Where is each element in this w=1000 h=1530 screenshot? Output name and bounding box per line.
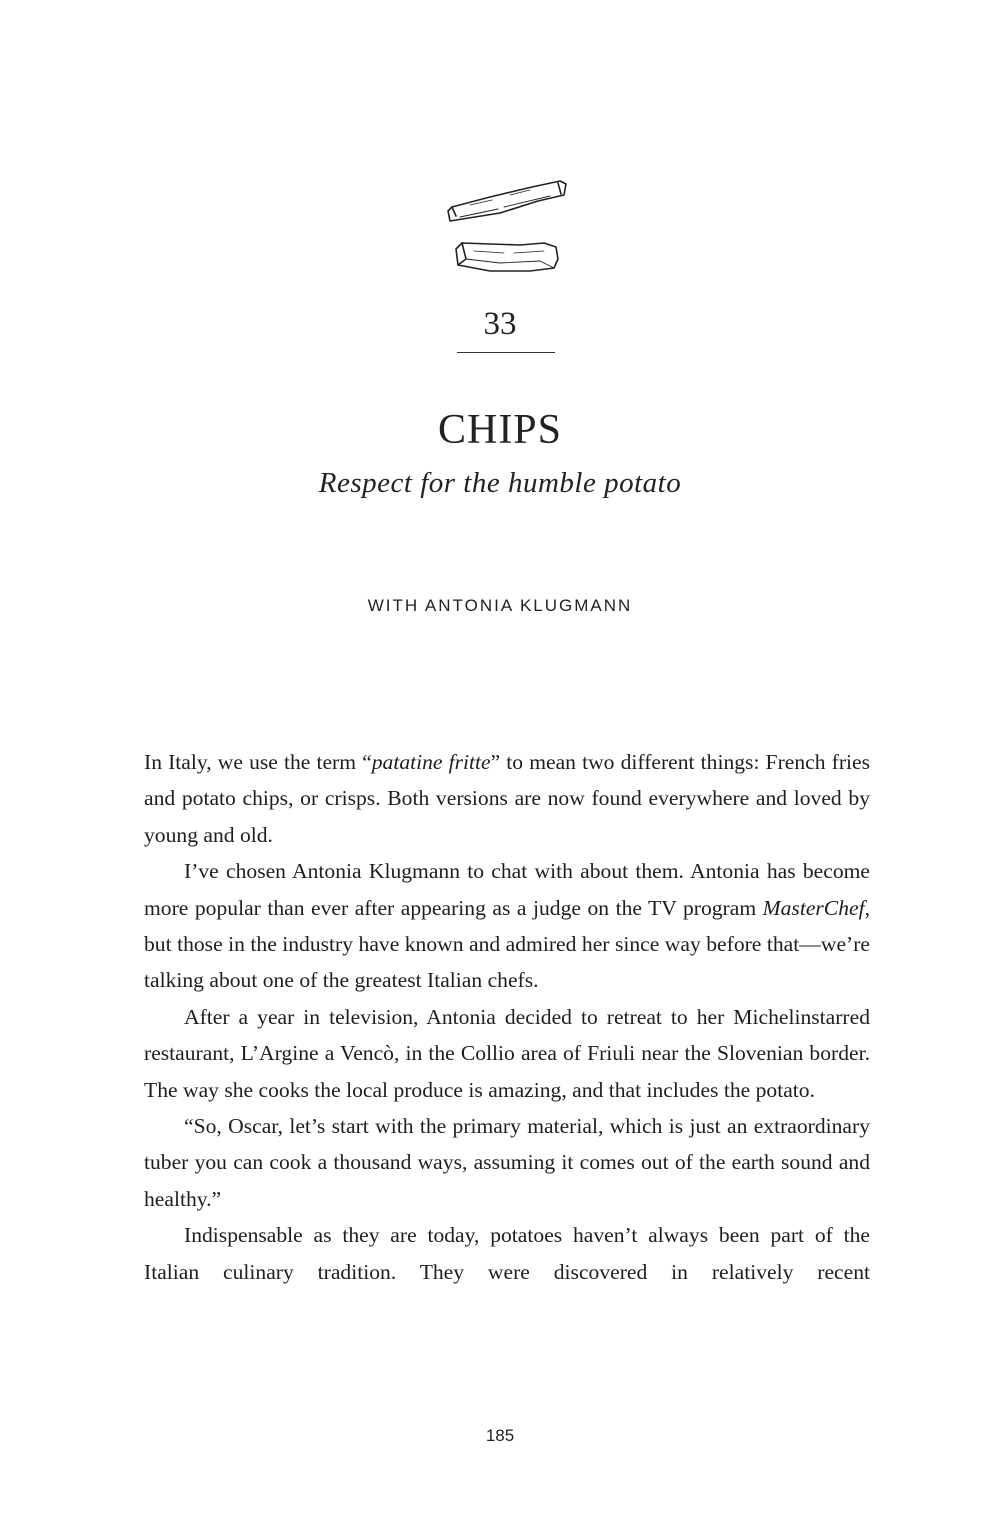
body-text	[144, 744, 870, 1290]
chapter-title: CHIPS	[437, 407, 563, 453]
paragraph-1-text-b: ” to mean two different things: French fries and potato chips, or crisps. Both versions are now found everywhere and loved by young and old.	[144, 750, 870, 847]
chapter-number: 33	[483, 306, 517, 342]
chapter-number-rule	[457, 352, 555, 353]
chapter-byline: WITH ANTONIA KLUGMANN	[367, 596, 633, 615]
paragraph-4: “So, Oscar, let’s start with the primary material, which is just an extraordinary tuber you can cook a thousand ways, assuming it comes out of the earth sound and healthy.”	[144, 1114, 870, 1211]
page-number: 185	[485, 1426, 515, 1445]
paragraph-1-text-a: In Italy, we use the term “	[144, 750, 372, 774]
paragraph-3: After a year in television, Antonia decided to retreat to her Michelinstarred restaurant, L’Argine a Vencò, in the Collio area of Friuli near the Slovenian border. The way she cooks the local produce is amazing, and that includes the potato.	[144, 1004, 870, 1102]
paragraph-1	[144, 744, 870, 853]
paragraph-2-text-a: I’ve chosen Antonia Klugmann to chat with about them. Antonia has become more popular than ever after appearing as a judge on the TV program	[144, 859, 870, 920]
paragraph-2	[144, 853, 870, 999]
chapter-subtitle: Respect for the humble potato	[318, 467, 682, 499]
paragraph-1-italic-term: patatine fritte	[371, 750, 491, 774]
paragraph-2-italic-title: MasterChef	[762, 895, 865, 920]
french-fries-sketch-icon	[440, 175, 570, 280]
paragraph-5: Indispensable as they are today, potatoes haven’t always been part of the Italian culinary tradition. They were discovered in relatively recent	[144, 1223, 870, 1284]
paragraph-2-text-b: , but those in the industry have known and admired her since way before that—we’re talking about one of the greatest Italian chefs.	[144, 895, 870, 993]
